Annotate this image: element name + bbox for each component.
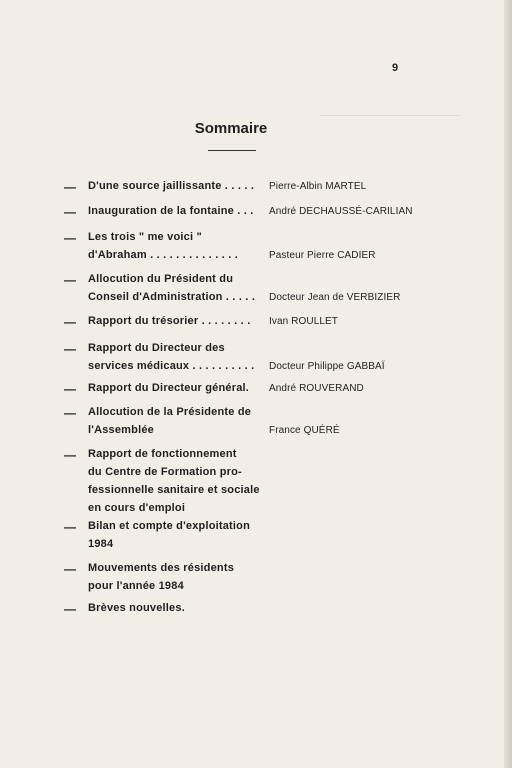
entry-dash: —: [64, 273, 76, 287]
entry-title-line: Allocution de la Présidente de: [88, 406, 252, 418]
entry-dash: —: [64, 382, 76, 396]
entry-title-line: l'Assemblée: [88, 424, 154, 436]
entry-title-line: D'une source jaillissante . . . . .: [88, 180, 255, 192]
entry-dash: —: [64, 231, 76, 245]
entry-author: Ivan ROULLET: [269, 316, 339, 327]
entry-dash: —: [64, 562, 76, 576]
entry-title-line: du Centre de Formation pro-: [88, 466, 242, 478]
entry-dash: —: [64, 342, 76, 356]
entry-dash: —: [64, 448, 76, 462]
entry-author: Pasteur Pierre CADIER: [269, 250, 376, 261]
entry-title-line: Inauguration de la fontaine . . .: [88, 205, 254, 217]
entry-title-line: Conseil d'Administration . . . . .: [88, 291, 256, 303]
entry-title-line: en cours d'emploi: [88, 502, 186, 514]
page-edge: [504, 0, 512, 768]
entry-title-line: Rapport de fonctionnement: [88, 448, 237, 460]
entry-author: André ROUVERAND: [269, 383, 364, 394]
entry-title-line: Allocution du Président du: [88, 273, 234, 285]
entry-title-line: Rapport du trésorier . . . . . . . .: [88, 315, 251, 327]
entry-dash: —: [64, 406, 76, 420]
title-underline: [208, 150, 256, 151]
entry-title-line: Bilan et compte d'exploitation: [88, 520, 251, 532]
entry-title-line: services médicaux . . . . . . . . . .: [88, 360, 255, 372]
entry-dash: —: [64, 602, 76, 616]
bleed-through-text: ──────────────────────: [319, 110, 460, 120]
entry-author: Docteur Jean de VERBIZIER: [269, 292, 401, 303]
entry-dash: —: [64, 315, 76, 329]
entry-title-line: Les trois " me voici ": [88, 231, 202, 243]
entry-author: André DECHAUSSÉ-CARILIAN: [269, 206, 413, 217]
entry-title-line: Rapport du Directeur des: [88, 342, 225, 354]
entry-title-line: Mouvements des résidents: [88, 562, 235, 574]
entry-dash: —: [64, 520, 76, 534]
entry-author: Docteur Philippe GABBAÏ: [269, 361, 385, 372]
entry-author: Pierre-Albin MARTEL: [269, 181, 367, 192]
entry-author: France QUÉRÉ: [269, 425, 340, 436]
page-number: 9: [392, 62, 399, 74]
page-title: Sommaire: [194, 120, 268, 137]
entry-title-line: pour l'année 1984: [88, 580, 184, 592]
entry-dash: —: [64, 180, 76, 194]
entry-title-line: d'Abraham . . . . . . . . . . . . . .: [88, 249, 238, 261]
entry-title-line: 1984: [88, 538, 114, 550]
entry-title-line: fessionnelle sanitaire et sociale: [88, 484, 260, 496]
entry-dash: —: [64, 205, 76, 219]
entry-title-line: Rapport du Directeur général.: [88, 382, 250, 394]
entry-title-line: Brèves nouvelles.: [88, 602, 185, 614]
